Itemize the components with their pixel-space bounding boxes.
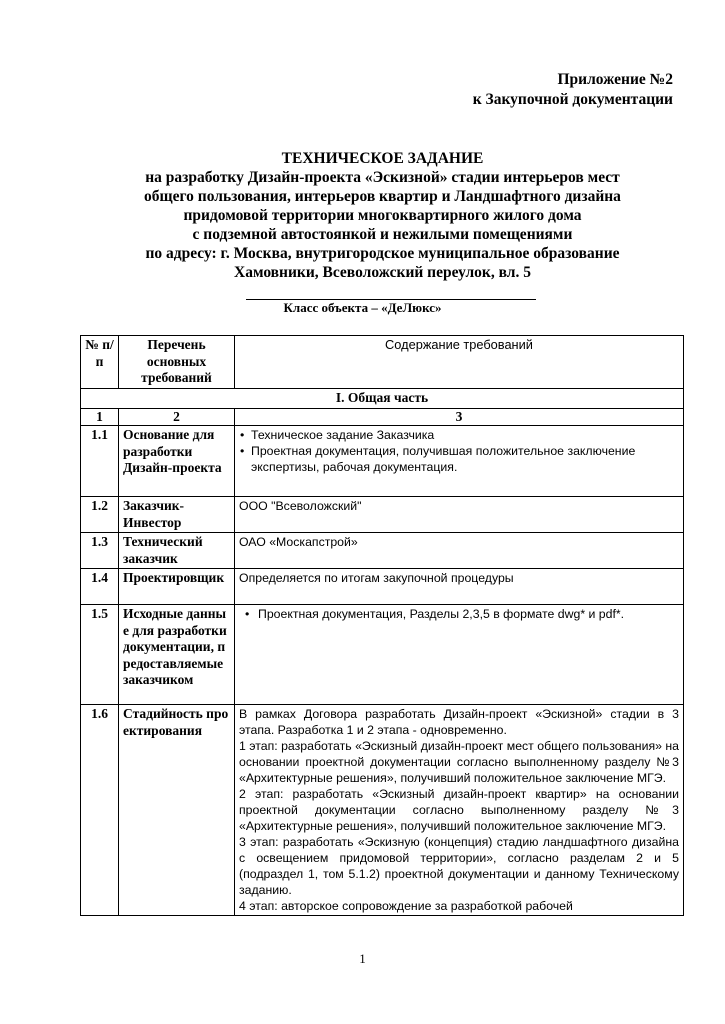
row-num: 1.3	[81, 533, 119, 569]
page-number: 1	[359, 951, 366, 966]
bullet-item: • Проектная документация, Разделы 2,3,5 в формате dwg* и pdf*.	[239, 606, 679, 622]
table-row	[81, 705, 684, 916]
title-line: Хамовники, Всеволожский переулок, вл. 5	[234, 264, 531, 281]
row-num: 1.2	[81, 497, 119, 533]
row-num: 1.4	[81, 569, 119, 605]
row-name: Заказчик-Инвестор	[119, 497, 235, 533]
row-name: Технический заказчик	[119, 533, 235, 569]
section-title: I. Общая часть	[81, 389, 684, 409]
bullet-item: • Техническое задание Заказчика	[239, 427, 679, 443]
paragraph: В рамках Договора разработать Дизайн-проект «Эскизной» стадии в 3 этапа. Разработка 1 и 2 этапа - одновременно.	[239, 707, 679, 737]
appendix-subtitle: к Закупочной документации	[472, 91, 673, 108]
paragraph: 4 этап: авторское сопровождение за разработкой рабочей	[239, 899, 573, 913]
col-number: 3	[235, 408, 684, 426]
title-line: с подземной автостоянкой и нежилыми помещениями	[192, 226, 573, 243]
col-number: 1	[81, 408, 119, 426]
row-name: Стадийность проектирования	[119, 705, 235, 916]
row-num: 1.1	[81, 426, 119, 497]
title-line: ТЕХНИЧЕСКОЕ ЗАДАНИЕ	[281, 150, 484, 167]
table-row	[81, 605, 684, 705]
table-row	[81, 533, 684, 569]
title-line: общего пользования, интерьеров квартир и Ландшафтного дизайна	[144, 188, 621, 205]
table-row	[81, 426, 684, 497]
title-line: по адресу: г. Москва, внутригородское муниципальное образование	[145, 245, 620, 262]
bullet-item: • Проектная документация, получившая положительное заключение экспертизы, рабочая документация.	[239, 443, 679, 475]
row-content	[235, 605, 684, 705]
title-line: на разработку Дизайн-проекта «Эскизной» стадии интерьеров мест	[145, 169, 620, 186]
row-content: ООО "Всеволожский"	[235, 497, 684, 533]
row-name: Основание для разработки Дизайн-проекта	[119, 426, 235, 497]
row-content	[235, 426, 684, 497]
row-content: ОАО «Москапстрой»	[235, 533, 684, 569]
table-row	[81, 569, 684, 605]
appendix-title: Приложение №2	[557, 71, 673, 88]
header-content: Содержание требований	[235, 336, 684, 389]
table-row	[81, 497, 684, 533]
row-content: Определяется по итогам закупочной процедуры	[235, 569, 684, 605]
column-numbers-row	[81, 408, 684, 426]
document-title	[60, 149, 705, 282]
header-num: № п/п	[81, 336, 119, 389]
table-header-row	[81, 336, 684, 389]
row-content	[235, 705, 684, 916]
paragraph: 2 этап: разработать «Эскизный дизайн-проект квартир» на основании проектной документации согласно выполненному разделу №3 «Архитектурные решения», получивший положительное заключение МГЭ.	[239, 787, 679, 833]
section-row	[81, 389, 684, 409]
object-class: Класс объекта – «ДеЛюкс»	[283, 300, 442, 315]
paragraph: 3 этап: разработать «Эскизную (концепция) стадию ландшафтного дизайна с освещением придомовой территории», согласно разделам 2 и 5 (подраздел 1, том 5.1.2) проектной документации и данному Техническому заданию.	[239, 835, 679, 897]
row-num: 1.6	[81, 705, 119, 916]
row-name: Исходные данные для разработки документации, предоставляемые заказчиком	[119, 605, 235, 705]
col-number: 2	[119, 408, 235, 426]
row-name: Проектировщик	[119, 569, 235, 605]
title-line: придомовой территории многоквартирного жилого дома	[183, 207, 582, 224]
requirements-table	[80, 335, 684, 916]
paragraph: 1 этап: разработать «Эскизный дизайн-проект мест общего пользования» на основании проектной документации согласно выполненному разделу №3 «Архитектурные решения», получивший положительное заключение МГЭ.	[239, 739, 679, 785]
header-list: Перечень основных требований	[119, 336, 235, 389]
row-num: 1.5	[81, 605, 119, 705]
